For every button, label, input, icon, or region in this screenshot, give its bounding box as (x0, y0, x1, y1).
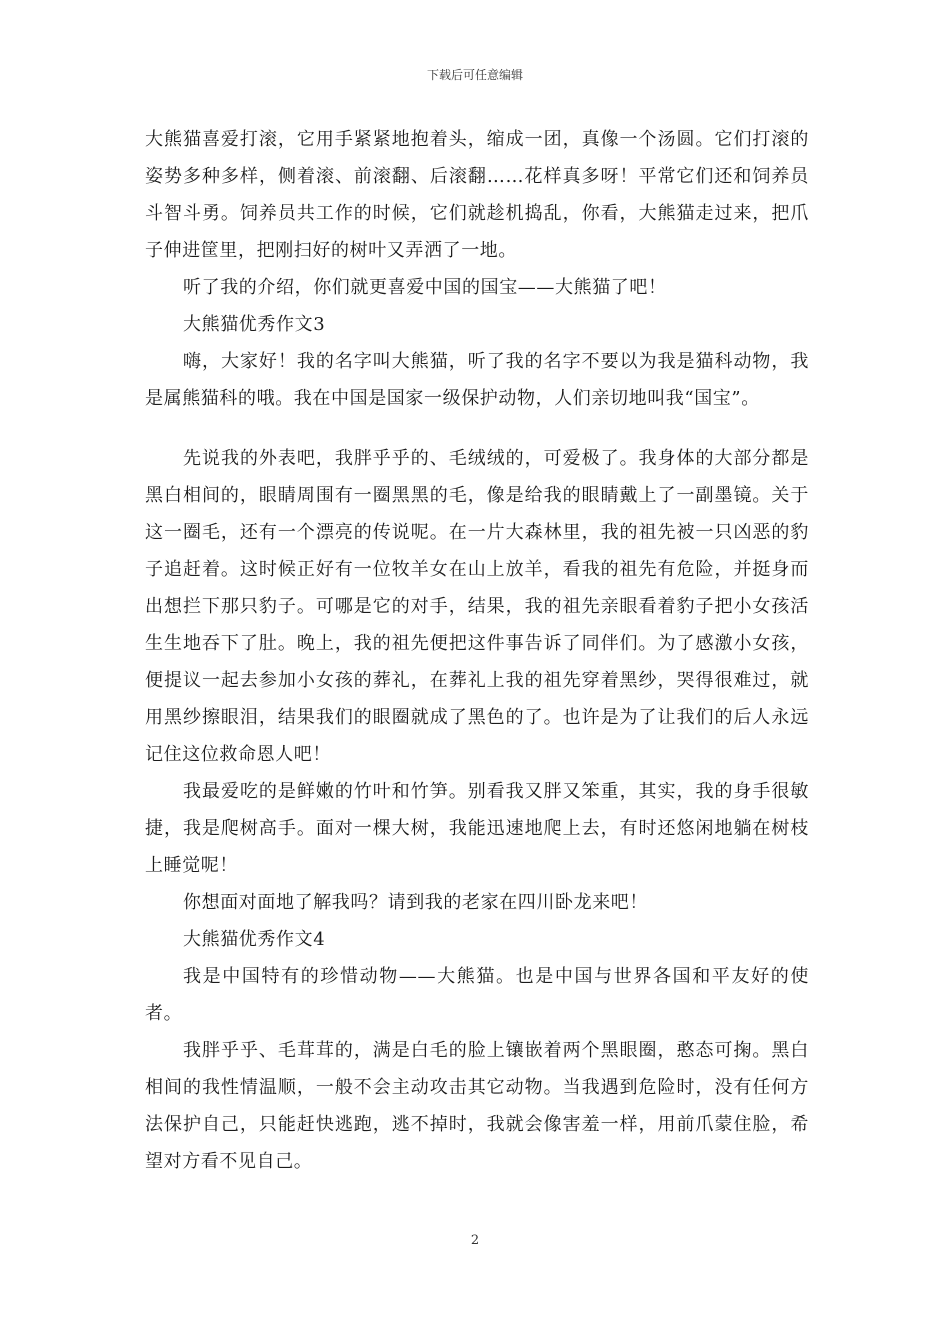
paragraph: 我胖乎乎、毛茸茸的，满是白毛的脸上镶嵌着两个黑眼圈，憨态可掬。黑白相间的我性情温顺，一般不会主动攻击其它动物。当我遇到危险时，没有任何方法保护自己，只能赶快逃跑，逃不掉时，我就会像害羞一样，用前爪蒙住脸，希望对方看不见自己。 (145, 1040, 809, 1172)
paragraph: 我最爱吃的是鲜嫩的竹叶和竹笋。别看我又胖又笨重，其实，我的身手很敏捷，我是爬树高手。面对一棵大树，我能迅速地爬上去，有时还悠闲地躺在树枝上睡觉呢！ (145, 781, 809, 876)
page-footer (0, 1233, 950, 1248)
paragraph-gap (145, 417, 809, 440)
paragraph: 嗨，大家好！我的名字叫大熊猫，听了我的名字不要以为我是猫科动物，我是属熊猫科的哦。我在中国是国家一级保护动物，人们亲切地叫我“国宝”。 (145, 351, 809, 409)
page-header (0, 66, 950, 83)
section-heading: 大熊猫优秀作文4 (183, 929, 326, 950)
paragraph: 先说我的外表吧，我胖乎乎的、毛绒绒的，可爱极了。我身体的大部分都是黑白相间的，眼睛周围有一圈黑黑的毛，像是给我的眼睛戴上了一副墨镜。关于这一圈毛，还有一个漂亮的传说呢。在一片大森林里，我的祖先被一只凶恶的豹子追赶着。这时候正好有一位牧羊女在山上放羊，看我的祖先有危险，并挺身而出想拦下那只豹子。可哪是它的对手，结果，我的祖先亲眼看着豹子把小女孩活生生地吞下了肚。晚上，我的祖先便把这件事告诉了同伴们。为了感激小女孩，便提议一起去参加小女孩的葬礼，在葬礼上我的祖先穿着黑纱，哭得很难过，就用黑纱擦眼泪，结果我们的眼圈就成了黑色的了。也许是为了让我们的后人永远记住这位救命恩人吧！ (145, 448, 809, 765)
paragraph: 我是中国特有的珍惜动物——大熊猫。也是中国与世界各国和平友好的使者。 (145, 966, 809, 1024)
document-body (145, 121, 809, 1180)
section-heading: 大熊猫优秀作文3 (183, 314, 326, 335)
paragraph: 听了我的介绍，你们就更喜爱中国的国宝——大熊猫了吧！ (183, 277, 667, 298)
page-number: 2 (470, 1233, 480, 1248)
header-text: 下载后可任意编辑 (426, 68, 523, 82)
paragraph: 大熊猫喜爱打滚，它用手紧紧地抱着头，缩成一团，真像一个汤圆。它们打滚的姿势多种多样，侧着滚、前滚翻、后滚翻……花样真多呀！平常它们还和饲养员斗智斗勇。饲养员共工作的时候，它们就趁机捣乱，你看，大熊猫走过来，把爪子伸进筐里，把刚扫好的树叶又弄洒了一地。 (145, 129, 809, 261)
paragraph: 你想面对面地了解我吗？请到我的老家在四川卧龙来吧！ (183, 892, 648, 913)
